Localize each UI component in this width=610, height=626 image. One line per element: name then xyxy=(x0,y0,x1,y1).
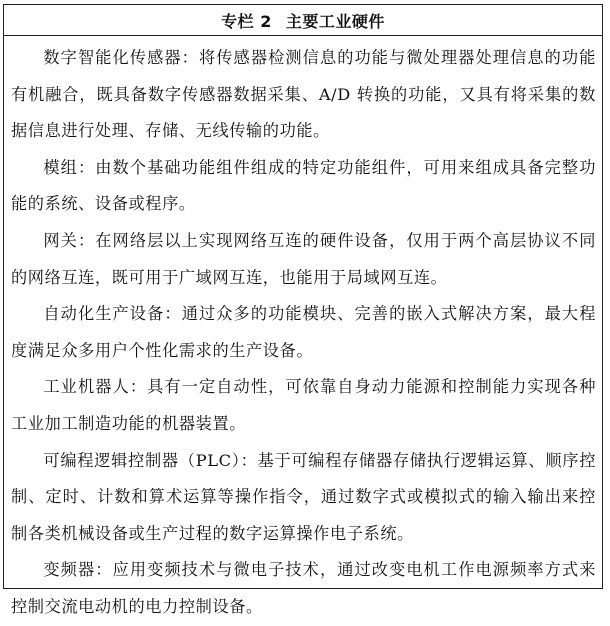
box-title xyxy=(4,5,602,36)
entry-industrial-robot: 工业机器人：具有一定自动性，可依靠自身动力能源和控制能力实现各种工业加工制造功能的机器装置。 xyxy=(11,377,596,433)
entry-definition: 应用变频技术与微电子技术，通过改变电机工作电源频率方式来控制交流电动机的电力控制设备。 xyxy=(11,560,596,616)
entry-gateway: 网关：在网络层以上实现网络互连的硬件设备，仅用于两个高层协议不同的网络互连，既可用于广域网互连，也能用于局域网互连。 xyxy=(11,230,597,287)
entry-definition: 通过众多的功能模块、完善的嵌入式解决方案，最大程度满足众多用户个性化需求的生产设备。 xyxy=(11,304,597,360)
entry-definition: 具有一定自动性，可依靠自身动力能源和控制能力实现各种工业加工制造功能的机器装置。 xyxy=(11,377,596,433)
box-label: 专栏 2 xyxy=(221,11,272,31)
entry-definition: 将传感器检测信息的功能与微处理器处理信息的功能有机融合，既具备数字传感器数据采集、A/D 转换的功能，又具有将采集的数据信息进行处理、存储、无线传输的功能。 xyxy=(11,48,596,141)
entry-module: 模组：由数个基础功能组件组成的特定功能组件，可用来组成具备完整功能的系统、设备或程序。 xyxy=(11,157,597,214)
entry-term: 数字智能化传感器 xyxy=(43,48,182,67)
entry-term: 模组 xyxy=(43,157,78,177)
entry-inverter: 变频器：应用变频技术与微电子技术，通过改变电机工作电源频率方式来控制交流电动机的电力控制设备。 xyxy=(11,560,596,616)
entry-automation-equipment: 自动化生产设备：通过众多的功能模块、完善的嵌入式解决方案，最大程度满足众多用户个性化需求的生产设备。 xyxy=(11,304,597,360)
entry-definition: 在网络层以上实现网络互连的硬件设备，仅用于两个高层协议不同的网络互连，既可用于广域网互连，也能用于局域网互连。 xyxy=(11,230,597,287)
entry-plc: 可编程逻辑控制器（PLC）：基于可编程存储器存储执行逻辑运算、顺序控制、定时、计数和算术运算等操作指令，通过数字式或模拟式的输入输出来控制各类机械设备或生产过程的数字运算操作电子系统。 xyxy=(11,450,596,543)
box-content xyxy=(4,36,602,626)
column-box xyxy=(3,4,603,616)
entry-term: 网关 xyxy=(43,230,78,250)
entry-smart-sensor: 数字智能化传感器：将传感器检测信息的功能与微处理器处理信息的功能有机融合，既具备数字传感器数据采集、A/D 转换的功能，又具有将采集的数据信息进行处理、存储、无线传输的功能。 xyxy=(11,48,596,141)
entry-definition: 基于可编程存储器存储执行逻辑运算、顺序控制、定时、计数和算术运算等操作指令，通过数字式或模拟式的输入输出来控制各类机械设备或生产过程的数字运算操作电子系统。 xyxy=(11,450,596,543)
entry-term: 可编程逻辑控制器（PLC） xyxy=(43,450,241,470)
box-heading: 主要工业硬件 xyxy=(285,11,385,31)
entry-term: 变频器 xyxy=(43,560,96,580)
entry-term: 自动化生产设备 xyxy=(43,304,165,324)
entry-definition: 由数个基础功能组件组成的特定功能组件，可用来组成具备完整功能的系统、设备或程序。 xyxy=(11,157,597,214)
entry-term: 工业机器人 xyxy=(43,377,130,397)
